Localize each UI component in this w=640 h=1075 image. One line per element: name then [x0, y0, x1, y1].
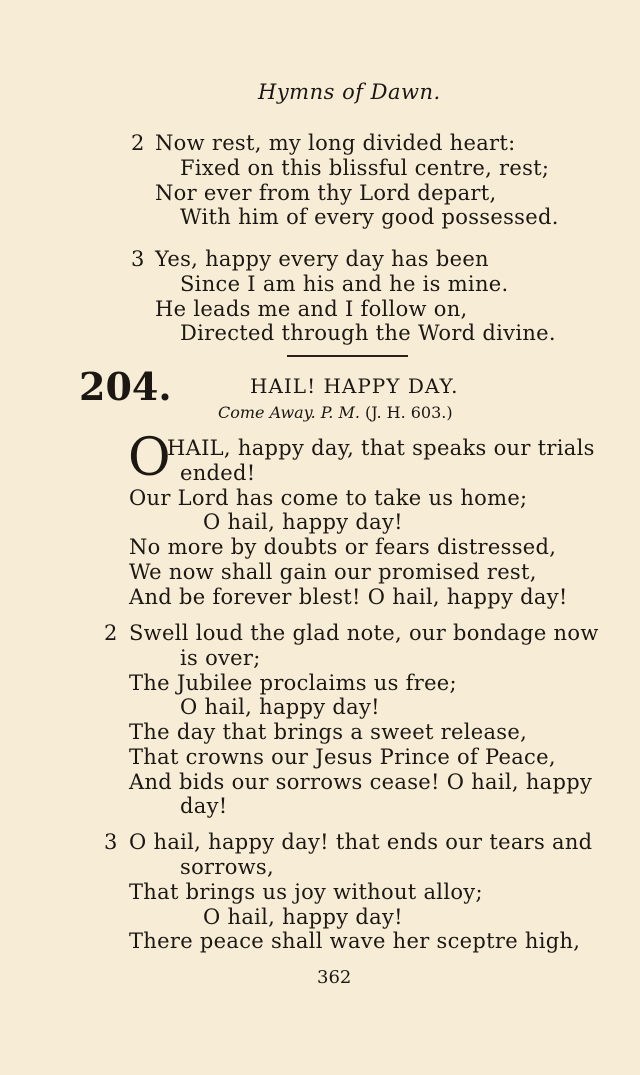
- meter: P. M.: [320, 403, 360, 422]
- verse-line: O hail, happy day!: [180, 695, 380, 719]
- verse-line: sorrows,: [180, 855, 274, 879]
- verse-line: And bids our sorrows cease! O hail, happy: [129, 770, 593, 794]
- verse-line: Now rest, my long divided heart:: [155, 131, 516, 155]
- verse-line: O hail, happy day! that ends our tears and: [129, 830, 593, 854]
- verse-line: We now shall gain our promised rest,: [129, 560, 537, 584]
- verse-line: There peace shall wave her sceptre high,: [129, 929, 581, 953]
- tune-line: [218, 403, 453, 422]
- verse-line: He leads me and I follow on,: [155, 297, 468, 321]
- verse-line: ended!: [180, 461, 256, 485]
- drop-cap: O: [128, 428, 171, 488]
- verse-line: And be forever blest! O hail, happy day!: [129, 585, 568, 609]
- verse-line: The day that brings a sweet release,: [129, 720, 528, 744]
- verse-line: That brings us joy without alloy;: [129, 880, 483, 904]
- verse-line: Yes, happy every day has been: [155, 247, 489, 271]
- hymn-title: HAIL! HAPPY DAY.: [250, 374, 459, 398]
- verse-number: 3: [104, 830, 118, 854]
- verse-line: O hail, happy day!: [203, 905, 403, 929]
- verse-line: No more by doubts or fears distressed,: [129, 535, 557, 559]
- verse-number: 2: [104, 621, 118, 645]
- hymn-number: 204.: [79, 364, 172, 409]
- tune-reference: (J. H. 603.): [365, 403, 453, 422]
- verse-number: 3: [131, 247, 145, 271]
- verse-number: 2: [131, 131, 145, 155]
- verse-line: Directed through the Word divine.: [180, 321, 556, 345]
- running-header: Hymns of Dawn.: [258, 80, 441, 104]
- tune-name: Come Away.: [218, 403, 316, 422]
- verse-line: Since I am his and he is mine.: [180, 272, 509, 296]
- verse-line: O hail, happy day!: [203, 510, 403, 534]
- verse-line: That crowns our Jesus Prince of Peace,: [129, 745, 556, 769]
- verse-line: Fixed on this blissful centre, rest;: [180, 156, 550, 180]
- verse-line: With him of every good possessed.: [180, 205, 559, 229]
- verse-line: Nor ever from thy Lord depart,: [155, 181, 497, 205]
- verse-line: Swell loud the glad note, our bondage now: [129, 621, 599, 645]
- verse-line: Our Lord has come to take us home;: [129, 486, 528, 510]
- verse-line: is over;: [180, 646, 261, 670]
- verse-line: HAIL, happy day, that speaks our trials: [167, 436, 595, 460]
- verse-line: day!: [180, 794, 228, 818]
- section-divider: [287, 355, 408, 357]
- verse-line: The Jubilee proclaims us free;: [129, 671, 457, 695]
- page-number: 362: [317, 967, 352, 988]
